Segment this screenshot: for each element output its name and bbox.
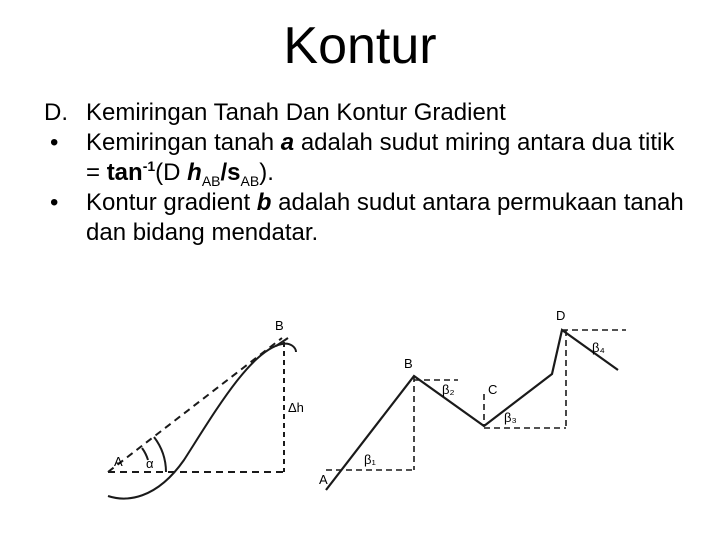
label-a-left: A: [114, 454, 123, 469]
bullet-slope-definition: [44, 128, 694, 188]
label-a-right: A: [319, 472, 328, 487]
label-beta-4: β₄: [592, 340, 605, 355]
symbol-a: a: [280, 129, 295, 156]
section-marker: D.: [44, 99, 68, 126]
label-delta-h: Δh: [288, 400, 304, 415]
formula-slash: /: [220, 159, 228, 186]
label-d-right: D: [556, 308, 566, 323]
bullet-text-part: Kemiringan tanah: [86, 129, 281, 156]
formula-close: ).: [259, 159, 274, 186]
label-b-right: B: [404, 356, 413, 371]
slide-content: [44, 98, 694, 248]
formula-exponent: -1: [142, 158, 156, 174]
bullet-text-part: adalah sudut miring antara dua titik =: [86, 129, 675, 186]
formula-s: s: [227, 159, 241, 186]
formula-s-subscript: AB: [240, 172, 260, 189]
symbol-b: b: [256, 189, 272, 216]
bullet-marker: •: [50, 129, 59, 156]
bullet-gradient-definition: [44, 188, 694, 248]
bullet-text-part: adalah sudut antara permukaan tanah dan bidang mendatar.: [86, 189, 684, 246]
slope-diagram-image: [86, 290, 638, 512]
bullet-text: [86, 189, 684, 246]
section-heading-row: [44, 98, 694, 128]
label-beta-3: β₃: [504, 410, 517, 425]
formula-h-subscript: AB: [201, 172, 221, 189]
slope-diagram: [86, 290, 638, 512]
bullet-text-part: Kontur gradient: [86, 189, 257, 216]
bullet-marker: •: [50, 189, 59, 216]
label-c-right: C: [488, 382, 498, 397]
label-b-left: B: [275, 318, 284, 333]
label-beta-1: β₁: [364, 452, 376, 467]
formula-tan: tan: [106, 159, 143, 186]
section-heading: Kemiringan Tanah Dan Kontur Gradient: [86, 99, 506, 126]
slide-title: Kontur: [283, 17, 437, 75]
formula-open: (D: [155, 159, 188, 186]
formula-h: h: [187, 159, 202, 186]
bullet-text: [86, 129, 675, 189]
label-beta-2: β₂: [442, 382, 455, 397]
label-alpha: α: [146, 456, 154, 471]
